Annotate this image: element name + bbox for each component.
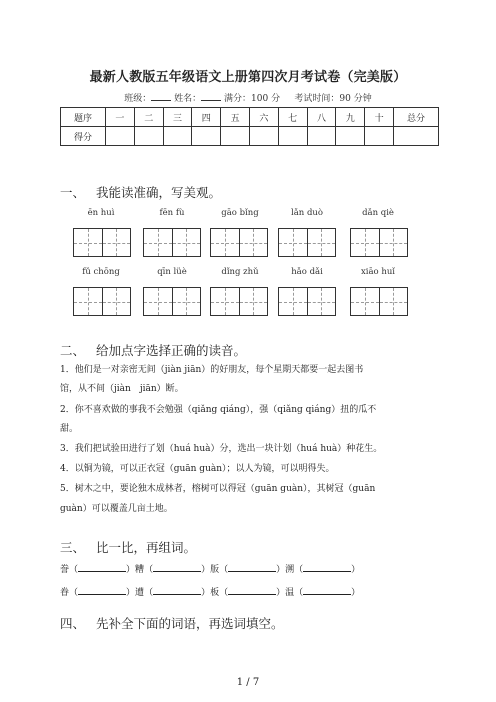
pinyin-label: gāo bǐng — [221, 208, 259, 218]
header-cell: 一 — [106, 108, 135, 127]
name-label: 姓名： — [174, 94, 202, 104]
character: 糟 — [135, 565, 145, 575]
close-paren: ） — [201, 565, 211, 575]
header-cell: 九 — [336, 108, 365, 127]
character: 眷 — [60, 588, 70, 598]
class-label: 班级： — [124, 94, 152, 104]
grid-cell[interactable] — [211, 288, 240, 315]
section-1-heading — [60, 183, 221, 201]
close-paren: ） — [351, 565, 361, 575]
question-line: 3．我们把试验田进行了划（huá huà）分，选出一块计划（huá huà）种花生。 — [60, 444, 383, 454]
question-line: guàn）可以覆盖几亩土地。 — [60, 504, 173, 514]
open-paren: （ — [294, 588, 304, 598]
grid-cell[interactable] — [380, 288, 408, 315]
grid-cell[interactable] — [380, 229, 408, 256]
writing-grid[interactable] — [210, 228, 268, 257]
score-row-label: 得分 — [61, 127, 106, 146]
score-cell[interactable] — [278, 127, 307, 146]
writing-grid[interactable] — [350, 287, 408, 316]
page-number: 1 / 7 — [236, 677, 260, 688]
grid-cell[interactable] — [279, 288, 308, 315]
open-paren: （ — [69, 565, 79, 575]
grid-cell[interactable] — [308, 288, 336, 315]
open-paren: （ — [144, 588, 154, 598]
question-line: 1．他们是一对亲密无间（jiàn jiān）的好朋友，每个星期天都要一起去图书 — [60, 365, 364, 375]
writing-grid[interactable] — [73, 287, 131, 316]
grid-cell[interactable] — [74, 288, 103, 315]
character: 遭 — [135, 588, 145, 598]
answer-blank[interactable] — [228, 586, 276, 595]
answer-blank[interactable] — [153, 586, 201, 595]
header-cell: 四 — [192, 108, 221, 127]
section-title: 给加点字选择正确的读音。 — [96, 343, 247, 358]
writing-grid[interactable] — [143, 228, 201, 257]
section-number: 三、 — [60, 540, 86, 555]
grid-cell[interactable] — [173, 229, 201, 256]
score-table-score-row — [61, 127, 439, 146]
score-cell[interactable] — [394, 127, 439, 146]
score-cell[interactable] — [192, 127, 221, 146]
grid-cell[interactable] — [240, 229, 268, 256]
pinyin-label: qīn lüè — [157, 267, 187, 277]
question-line: 甜。 — [60, 424, 79, 434]
open-paren: （ — [294, 565, 304, 575]
section-2-heading — [60, 341, 246, 359]
pinyin-label: xiāo huǐ — [360, 267, 396, 277]
header-cell: 七 — [278, 108, 307, 127]
score-cell[interactable] — [307, 127, 336, 146]
close-paren: ） — [126, 588, 136, 598]
grid-cell[interactable] — [279, 229, 308, 256]
section-title: 我能读准确，写美观。 — [96, 185, 222, 200]
open-paren: （ — [69, 588, 79, 598]
score-cell[interactable] — [134, 127, 163, 146]
section-title: 比一比，再组词。 — [96, 540, 197, 555]
grid-cell[interactable] — [351, 288, 380, 315]
pinyin-label: fǔ chōng — [82, 267, 120, 277]
grid-cell[interactable] — [351, 229, 380, 256]
answer-blank[interactable] — [78, 563, 126, 572]
score-cell[interactable] — [365, 127, 394, 146]
question-line: 2．你不喜欢做的事我不会勉强（qiǎng qiáng），强（qiǎng qiáng）扭的瓜不 — [60, 405, 377, 415]
pinyin-label: hǎo dǎi — [291, 267, 323, 277]
answer-blank[interactable] — [303, 563, 351, 572]
name-blank[interactable] — [201, 92, 221, 101]
character: 板 — [210, 588, 220, 598]
score-cell[interactable] — [221, 127, 250, 146]
score-cell[interactable] — [163, 127, 192, 146]
grid-cell[interactable] — [144, 229, 173, 256]
writing-grid[interactable] — [278, 228, 336, 257]
full-score-label: 满分：100 分 — [224, 94, 281, 104]
character: 版 — [210, 565, 220, 575]
character: 溯 — [285, 565, 295, 575]
open-paren: （ — [219, 565, 229, 575]
word-group-row — [60, 585, 360, 598]
pinyin-label: dǎn qiè — [362, 208, 394, 218]
pinyin-label: fēn fù — [159, 208, 185, 218]
grid-cell[interactable] — [144, 288, 173, 315]
section-number: 一、 — [60, 185, 86, 200]
grid-cell[interactable] — [173, 288, 201, 315]
header-cell: 三 — [163, 108, 192, 127]
open-paren: （ — [219, 588, 229, 598]
writing-grid[interactable] — [210, 287, 268, 316]
exam-info-line — [0, 91, 496, 104]
character: 温 — [285, 588, 295, 598]
writing-grid[interactable] — [143, 287, 201, 316]
section-3-heading — [60, 538, 196, 556]
question-line: 4．以铜为镜，可以正衣冠（guān guàn）；以人为镜，可以明得失。 — [60, 464, 335, 474]
writing-grid[interactable] — [73, 228, 131, 257]
answer-blank[interactable] — [78, 586, 126, 595]
section-4-heading — [60, 614, 284, 632]
character: 誊 — [60, 565, 70, 575]
answer-blank[interactable] — [303, 586, 351, 595]
grid-cell[interactable] — [240, 288, 268, 315]
score-table-header-row — [61, 108, 439, 127]
word-group-row — [60, 562, 360, 575]
answer-blank[interactable] — [153, 563, 201, 572]
grid-cell[interactable] — [308, 229, 336, 256]
header-cell: 十 — [365, 108, 394, 127]
close-paren: ） — [276, 588, 286, 598]
open-paren: （ — [144, 565, 154, 575]
grid-cell[interactable] — [103, 229, 131, 256]
answer-blank[interactable] — [228, 563, 276, 572]
pinyin-label: dǐng zhǔ — [221, 267, 259, 277]
close-paren: ） — [351, 588, 361, 598]
question-line: 5．树木之中，要论独木成林者，榕树可以得冠（guān guàn），其树冠（guān — [60, 484, 376, 494]
writing-grid[interactable] — [278, 287, 336, 316]
header-cell: 六 — [249, 108, 278, 127]
class-blank[interactable] — [151, 92, 171, 101]
pinyin-label: ēn huì — [87, 208, 115, 218]
header-cell: 总分 — [394, 108, 439, 127]
pinyin-label: lǎn duò — [291, 208, 323, 218]
header-cell: 五 — [221, 108, 250, 127]
score-table — [60, 107, 439, 146]
close-paren: ） — [201, 588, 211, 598]
header-cell: 二 — [134, 108, 163, 127]
close-paren: ） — [126, 565, 136, 575]
grid-cell[interactable] — [103, 288, 131, 315]
header-cell: 八 — [307, 108, 336, 127]
grid-cell[interactable] — [74, 229, 103, 256]
section-number: 四、 — [60, 616, 86, 631]
score-cell[interactable] — [106, 127, 135, 146]
close-paren: ） — [276, 565, 286, 575]
section-title: 先补全下面的词语，再选词填空。 — [96, 616, 284, 631]
score-cell[interactable] — [249, 127, 278, 146]
question-line: 馆，从不间（jiàn jiān）断。 — [60, 384, 184, 394]
document-title: 最新人教版五年级语文上册第四次月考试卷（完美版） — [89, 70, 407, 85]
writing-grid[interactable] — [350, 228, 408, 257]
grid-cell[interactable] — [211, 229, 240, 256]
section-number: 二、 — [60, 343, 86, 358]
exam-time-label: 考试时间：90 分钟 — [294, 94, 372, 104]
score-cell[interactable] — [336, 127, 365, 146]
header-cell: 题序 — [61, 108, 106, 127]
